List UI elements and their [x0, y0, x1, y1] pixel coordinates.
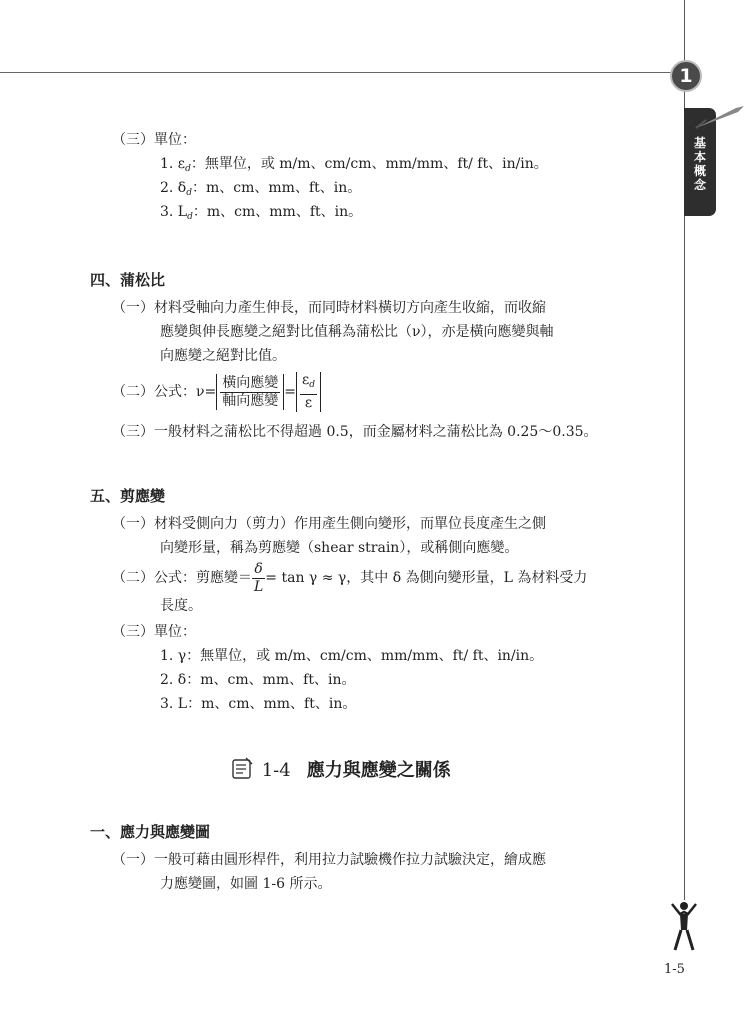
- page-number: 1-5: [664, 962, 685, 977]
- shear-heading: 五、剪應變: [90, 487, 166, 505]
- chapter-number-badge: 1: [670, 60, 702, 92]
- note-pad-icon: [230, 756, 256, 780]
- shear-units-label: （三）單位：: [112, 624, 196, 640]
- section-number: 1-4: [261, 760, 291, 781]
- shear-formula: （二）公式：剪應變＝ $\frac{\delta}{L}$ = tan γ ≈ γ，其中 δ 為側向變形量，L 為材料受力: [112, 560, 588, 595]
- poisson-p1-line2: 應變與伸長應變之絕對比值稱為蒲松比（ν），亦是橫向應變與軸: [160, 324, 554, 340]
- shear-p1-line1: （一）材料受側向力（剪力）作用產生側向變形，而單位長度產生之側: [112, 516, 546, 532]
- stress-strain-heading: 一、應力與應變圖: [90, 823, 211, 841]
- header-rule: [0, 72, 684, 73]
- shear-units-2: 2. δ：m、cm、mm、ft、in。: [160, 672, 356, 688]
- units-item-3: 3. $L_d$：m、cm、mm、ft、in。: [160, 204, 363, 222]
- shear-p1-line2: 向變形量，稱為剪應變（shear strain），或稱側向應變。: [160, 540, 519, 556]
- stress-strain-p1-line1: （一）一般可藉由圓形桿件，利用拉力試驗機作拉力試驗決定，繪成應: [112, 852, 546, 868]
- shear-units-3: 3. L：m、cm、mm、ft、in。: [160, 696, 357, 712]
- section-title: [230, 756, 451, 782]
- units-item-2: 2. $\delta_d$：m、cm、mm、ft、in。: [160, 180, 362, 198]
- poisson-p1-line1: （一）材料受軸向力產生伸長，而同時材料橫切方向產生收縮，而收縮: [112, 300, 546, 316]
- shear-p2-line2: 長度。: [160, 598, 202, 614]
- poisson-heading: 四、蒲松比: [90, 271, 166, 289]
- shear-units-1: 1. γ：無單位，或 m/m、cm/cm、mm/mm、ft/ ft、in/in。: [160, 648, 544, 664]
- pen-icon: [692, 102, 748, 132]
- poisson-p1-line3: 向應變之絕對比值。: [160, 348, 286, 364]
- section-title-text: 應力與應變之關係: [306, 760, 451, 781]
- stress-strain-p1-line2: 力應變圖，如圖 1-6 所示。: [160, 876, 332, 892]
- chapter-tab-label: 基本概念: [693, 136, 706, 192]
- person-figure-icon: [666, 900, 702, 954]
- units-label-1: （三）單位：: [112, 132, 196, 148]
- poisson-formula: （二）公式：ν= $\frac{\text{橫向應變}}{\text{軸向應變}}$ = $\frac{\varepsilon_d}{\varepsilon}$: [112, 372, 321, 412]
- units-item-1: 1. $\varepsilon_d$：無單位，或 m/m、cm/cm、mm/mm、ft/ ft、in/in。: [160, 156, 548, 174]
- poisson-p3: （三）一般材料之蒲松比不得超過 0.5，而金屬材料之蒲松比為 0.25～0.35。: [112, 424, 598, 440]
